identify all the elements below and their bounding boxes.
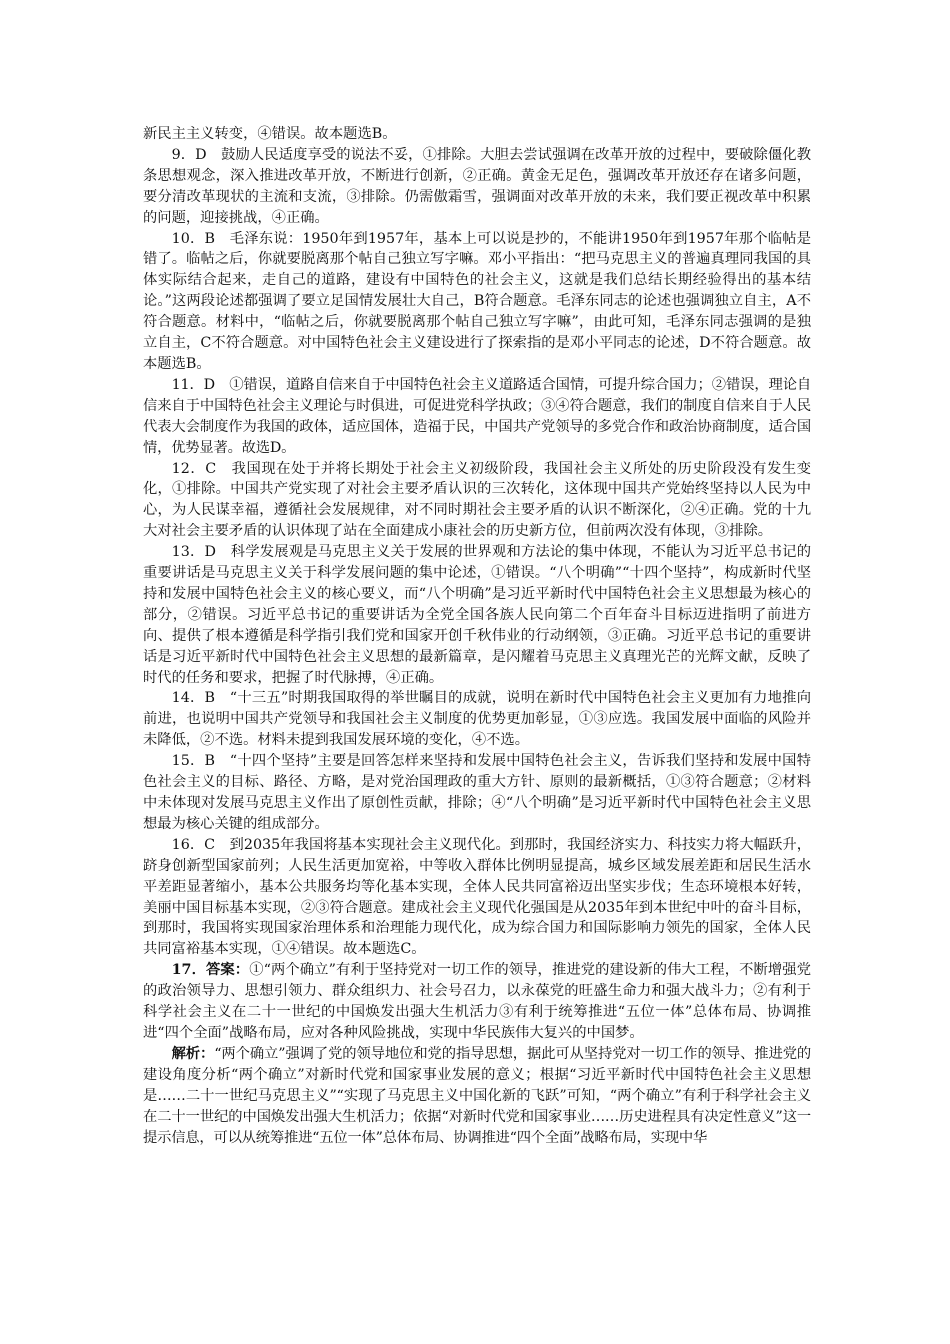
paragraph-text: 10．B 毛泽东说：1950年到1957年，基本上可以说是抄的，不能讲1950年到1957年那个临帖是错了。临帖之后，你就要脱离那个帖自己独立写字嘛。邓小平指出：“把马克思主义的普遍真理同我国的具体实际结合起来，走自己的道路，建设有中国特色的社会主义，这就是我们总结长期经验得出的基本结论。”这两段论述都强调了要立足国情发展壮大自己，B符合题意。毛泽东同志的论述也强调独立自主，A不符合题意。材料中，“临帖之后，你就要脱离那个帖自己独立写字嘛”，由此可知，毛泽东同志强调的是独立自主，C不符合题意。对中国特色社会主义建设进行了探索指的是邓小平同志的论述，D不符合题意。故本题选B。 — [143, 230, 811, 372]
paragraph-text: “两个确立”强调了党的领导地位和党的指导思想，据此可从坚持党对一切工作的领导、推进党的建设角度分析“两个确立”对新时代党和国家事业发展的意义；根据“习近平新时代中国特色社会主义思想是……二十一世纪马克思主义”“实现了马克思主义中国化新的飞跃”可知，“两个确立”有利于科学社会主义在二十一世纪的中国焕发出强大生机活力；依据“对新时代党和国家事业……历史进程具有决定性意义”这一提示信息，可以从统筹推进“五位一体”总体布局、协调推进“四个全面”战略布局，实现中华 — [143, 1045, 811, 1146]
paragraph-text: 新民主主义转变，④错误。故本题选B。 — [143, 126, 397, 142]
answer-15 — [143, 751, 811, 835]
paragraph-text: 14．B “十三五”时期我国取得的举世瞩目的成就，说明在新时代中国特色社会主义更加有力地推向前进，也说明中国共产党领导和我国社会主义制度的优势更加彰显，①③应选。我国发展中面临的风险并未降低，②不选。材料未提到我国发展环境的变化，④不选。 — [143, 690, 811, 749]
paragraph-text: 12．C 我国现在处于并将长期处于社会主义初级阶段，我国社会主义所处的历史阶段没有发生变化，①排除。中国共产党实现了对社会主要矛盾认识的三次转化，这体现中国共产党始终坚持以人民为中心，为人民谋幸福，遵循社会发展规律，对不同时期社会主要矛盾的认识不断深化，②④正确。党的十九大对社会主要矛盾的认识体现了站在全面建成小康社会的历史新方位，但前两次没有体现，③排除。 — [143, 460, 811, 540]
document-page — [143, 124, 811, 1148]
answer-13 — [143, 542, 811, 688]
paragraph-text: ①“两个确立”有利于坚持党对一切工作的领导，推进党的建设新的伟大工程，不断增强党的政治领导力、思想引领力、群众组织力、社会号召力，以永葆党的旺盛生命力和强大战斗力；②有利于科学社会主义在二十一世纪的中国焕发出强大生机活力③有利于统筹推进“五位一体”总体布局、协调推进“四个全面”战略布局，应对各种风险挑战，实现中华民族伟大复兴的中国梦。 — [143, 962, 811, 1041]
analysis-17 — [143, 1044, 811, 1149]
answer-9 — [143, 145, 811, 229]
answer-17 — [143, 960, 811, 1044]
paragraph-text: 16．C 到2035年我国将基本实现社会主义现代化。到那时，我国经济实力、科技实力将大幅跃升，跻身创新型国家前列；人民生活更加宽裕，中等收入群体比例明显提高，城乡区域发展差距和居民生活水平差距显著缩小，基本公共服务均等化基本实现，全体人民共同富裕迈出坚实步伐；生态环境根本好转，美丽中国目标基本实现，②③符合题意。建成社会主义现代化强国是从2035年到本世纪中叶的奋斗目标，到那时，我国将实现国家治理体系和治理能力现代化，成为综合国力和国际影响力领先的国家，全体人民共同富裕基本实现，①④错误。故本题选C。 — [143, 836, 811, 958]
answer-label: 17．答案： — [171, 962, 250, 979]
paragraph-text: 15．B “十四个坚持”主要是回答怎样来坚持和发展中国特色社会主义，告诉我们坚持和发展中国特色社会主义的目标、路径、方略，是对党治国理政的重大方针、原则的最新概括，①③符合题意；②材料中未体现对发展马克思主义作出了原创性贡献，排除；④“八个明确”是习近平新时代中国特色社会主义思想最为核心关键的组成部分。 — [143, 753, 811, 832]
paragraph-text: 13．D 科学发展观是马克思主义关于发展的世界观和方法论的集中体现，不能认为习近平总书记的重要讲话是马克思主义关于科学发展问题的集中论述，①错误。“八个明确”“十四个坚持”，构成新时代坚持和发展中国特色社会主义的核心要义，而“八个明确”是习近平新时代中国特色社会主义思想最为核心的部分，②错误。习近平总书记的重要讲话为全党全国各族人民向第二个百年奋斗目标迈进指明了前进方向、提供了根本遵循是科学指引我们党和国家开创千秋伟业的行动纲领，③正确。习近平总书记的重要讲话是习近平新时代中国特色社会主义思想的最新篇章，是闪耀着马克思主义真理光芒的光辉文献，反映了时代的任务和要求，把握了时代脉搏，④正确。 — [143, 544, 811, 686]
answer-16 — [143, 835, 811, 960]
answer-12 — [143, 459, 811, 543]
paragraph-text: 9．D 鼓励人民适度享受的说法不妥，①排除。大胆去尝试强调在改革开放的过程中，要破除僵化教条思想观念，深入推进改革开放，不断进行创新，②正确。黄金无足色，强调改革开放还存在诸多问题，要分清改革现状的主流和支流，③排除。仍需傲霜雪，强调面对改革开放的未来，我们要正视改革中积累的问题，迎接挑战，④正确。 — [143, 146, 811, 226]
paragraph-continuation — [143, 124, 811, 145]
answer-14 — [143, 688, 811, 751]
answer-10 — [143, 229, 811, 375]
paragraph-text: 11．D ①错误，道路自信来自于中国特色社会主义道路适合国情，可提升综合国力；②错误，理论自信来自于中国特色社会主义理论与时俱进，可促进党科学执政；③④符合题意，我们的制度自信来自于人民代表大会制度作为我国的政体，适应国体，造福于民，中国共产党领导的多党合作和政治协商制度，适合国情，优势显著。故选D。 — [143, 376, 811, 456]
answer-11 — [143, 375, 811, 459]
analysis-label: 解析： — [171, 1045, 215, 1062]
